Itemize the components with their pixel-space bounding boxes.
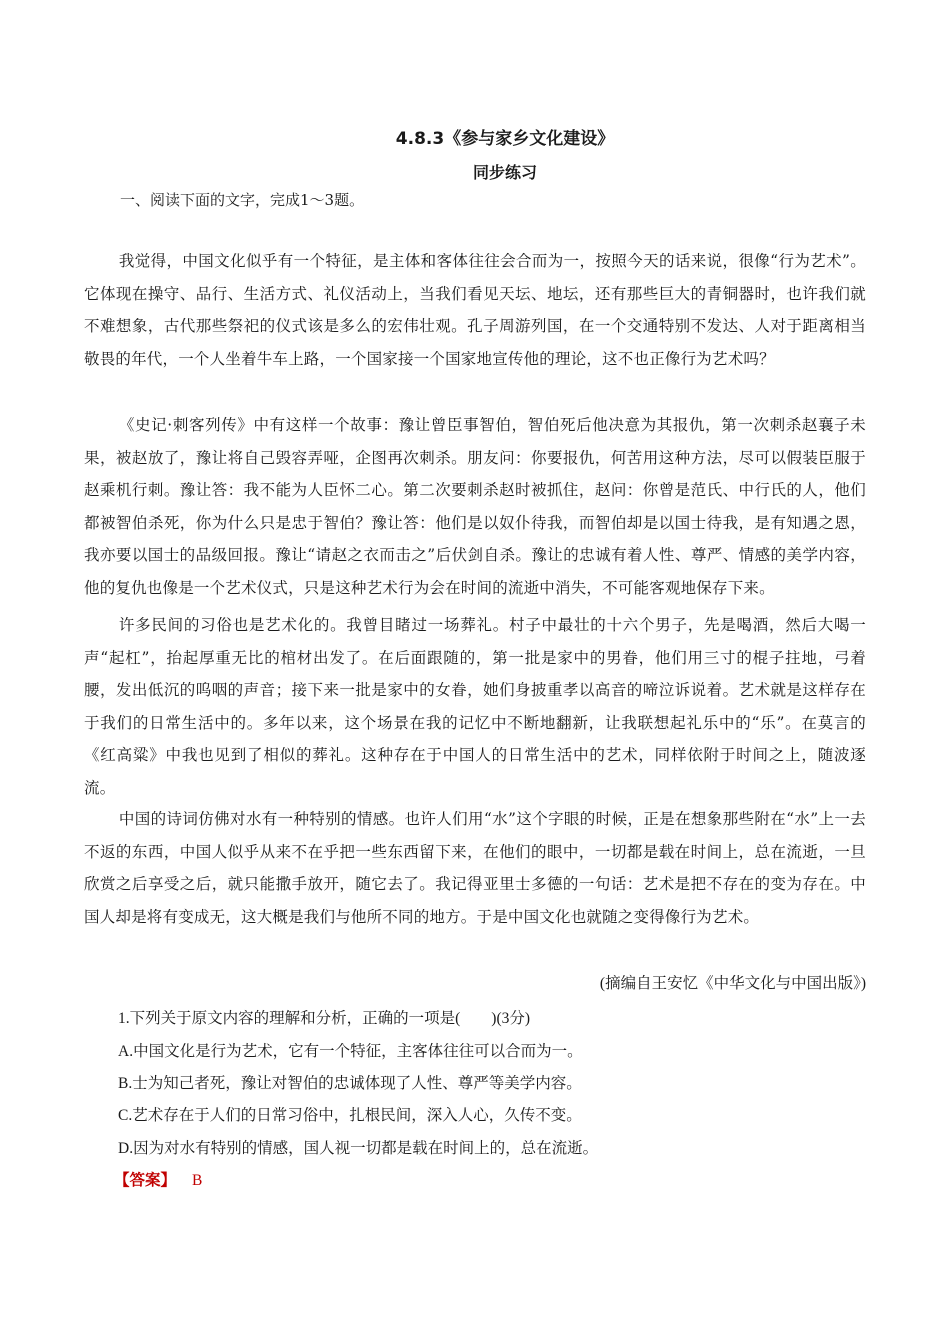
passage-paragraph-1: 我觉得，中国文化似乎有一个特征，是主体和客体往往会合而为一，按照今天的话来说，很像“行为艺术”。它体现在操守、品行、生活方式、礼仪活动上，当我们看见天坛、地坛，还有那些巨大的青铜器时，也许我们就不难想象，古代那些祭祀的仪式该是多么的宏伟壮观。孔子周游列国，在一个交通特别不发达、人对于距离相当敬畏的年代，一个人坐着牛车上路，一个国家接一个国家地宣传他的理论，这不也正像行为艺术吗？ <box>84 252 866 368</box>
option-b: B.士为知己者死，豫让对智伯的忠诚体现了人性、尊严等美学内容。 <box>118 1075 582 1092</box>
passage-paragraph-2: 《史记·刺客列传》中有这样一个故事：豫让曾臣事智伯，智伯死后他决意为其报仇，第一次刺杀赵襄子未果，被赵放了，豫让将自己毁容弄哑，企图再次刺杀。朋友问：你要报仇，何苦用这种方法，尽可以假装臣服于赵乘机行刺。豫让答：我不能为人臣怀二心。第二次要刺杀赵时被抓住，赵问：你曾是范氏、中行氏的人，他们都被智伯杀死，你为什么只是忠于智伯？豫让答：他们是以奴仆待我，而智伯却是以国士待我，是有知遇之恩，我亦要以国士的品级回报。豫让“请赵之衣而击之”后伏剑自杀。豫让的忠诚有着人性、尊严、情感的美学内容，他的复仇也像是一个艺术仪式，只是这种艺术行为会在时间的流逝中消失，不可能客观地保存下来。 <box>84 416 866 597</box>
option-a: A.中国文化是行为艺术，它有一个特征，主客体往往可以合而为一。 <box>118 1043 583 1060</box>
passage-paragraph-3: 许多民间的习俗也是艺术化的。我曾目睹过一场葬礼。村子中最壮的十六个男子，先是喝酒，然后大喝一声“起杠”，抬起厚重无比的棺材出发了。在后面跟随的，第一批是家中的男眷，他们用三寸的棍子拄地，弓着腰，发出低沉的呜咽的声音；接下来一批是家中的女眷，她们身披重孝以高音的啼泣诉说着。艺术就是这样存在于我们的日常生活中的。多年以来，这个场景在我的记忆中不断地翻新，让我联想起礼乐中的“乐”。在莫言的《红高粱》中我也见到了相似的葬礼。这种存在于中国人的日常生活中的艺术，同样依附于时间之上，随波逐流。 <box>84 616 866 797</box>
section-instruction: 一、阅读下面的文字，完成1～3题。 <box>120 191 365 209</box>
passage-source: (摘编自王安忆《中华文化与中国出版》) <box>599 975 866 992</box>
question-stem: 1.下列关于原文内容的理解和分析，正确的一项是( )(3分) <box>118 1010 531 1027</box>
option-d: D.因为对水有特别的情感，国人视一切都是载在时间上的，总在流逝。 <box>118 1140 599 1157</box>
option-c: C.艺术存在于人们的日常习俗中，扎根民间，深入人心，久传不变。 <box>118 1107 582 1124</box>
document-title: 4.8.3《参与家乡文化建设》 <box>395 129 615 149</box>
answer-value: B <box>192 1172 203 1189</box>
passage-paragraph-4: 中国的诗词仿佛对水有一种特别的情感。也许人们用“水”这个字眼的时候，正是在想象那些附在“水”上一去不返的东西，中国人似乎从来不在乎把一些东西留下来，在他们的眼中，一切都是载在时间上，总在流逝，一旦欣赏之后享受之后，就只能撒手放开，随它去了。我记得亚里士多德的一句话：艺术是把不存在的变为存在。中国人却是将有变成无，这大概是我们与他所不同的地方。于是中国文化也就随之变得像行为艺术。 <box>84 810 866 926</box>
answer-line <box>114 1168 202 1190</box>
document-subtitle: 同步练习 <box>472 163 537 182</box>
answer-label: 【答案】 <box>114 1172 177 1189</box>
